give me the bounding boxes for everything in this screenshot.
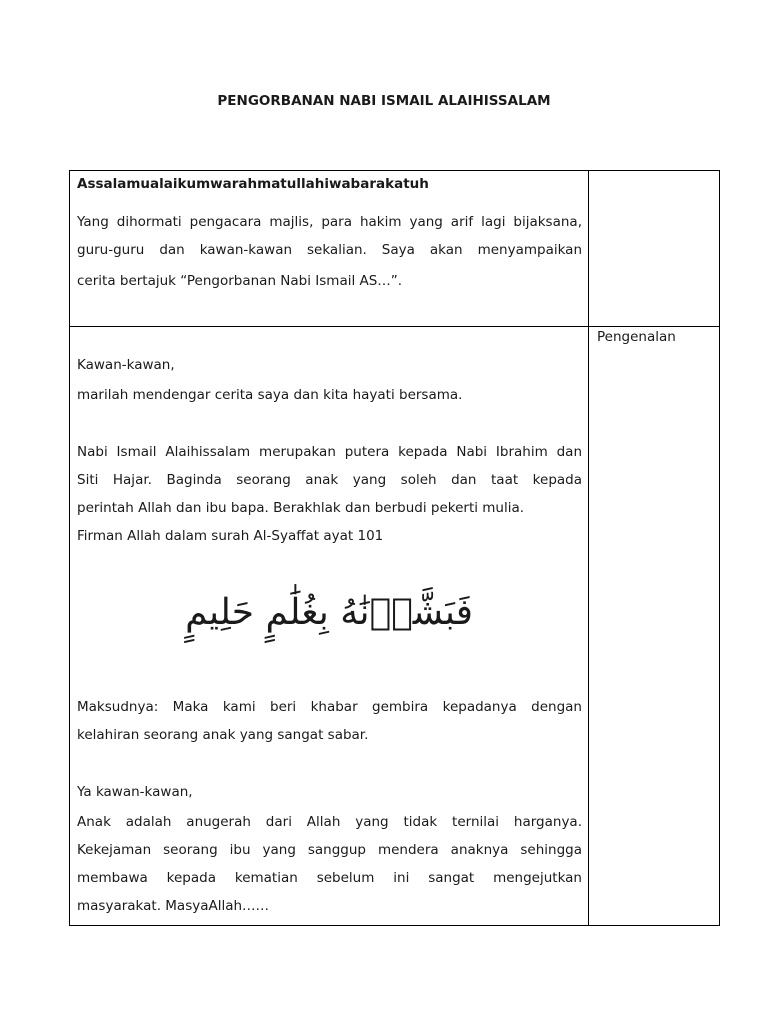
- closing-paragraph-line: Anak adalah anugerah dari Allah yang tidak ternilai harganya.: [77, 814, 582, 830]
- opening-line: marilah mendengar cerita saya dan kita hayati bersama.: [77, 387, 463, 403]
- story-paragraph-line: Siti Hajar. Baginda seorang anak yang soleh dan taat kepada: [77, 472, 582, 488]
- greeting-text: Assalamualaikumwarahmatullahiwabarakatuh: [77, 176, 429, 192]
- opening-line: Kawan-kawan,: [77, 357, 175, 373]
- arabic-verse: فَبَشَّرۡنَٰهُ بِغُلَٰمٍ حَلِيمٍ: [185, 592, 473, 633]
- closing-opening: Ya kawan-kawan,: [77, 784, 193, 800]
- row-divider: [70, 326, 719, 327]
- closing-paragraph-line: masyarakat. MasyaAllah……: [77, 898, 270, 914]
- intro-paragraph-line: cerita bertajuk “Pengorbanan Nabi Ismail AS…”.: [77, 273, 403, 289]
- speech-table: [69, 170, 720, 926]
- page-title: PENGORBANAN NABI ISMAIL ALAIHISSALAM: [217, 93, 551, 109]
- story-paragraph-line: perintah Allah dan ibu bapa. Berakhlak dan berbudi pekerti mulia.: [77, 500, 525, 516]
- story-paragraph-line: Nabi Ismail Alaihissalam merupakan putera kepada Nabi Ibrahim dan: [77, 444, 582, 460]
- verse-reference: Firman Allah dalam surah Al-Syaffat ayat 101: [77, 528, 384, 544]
- meaning-line: kelahiran seorang anak yang sangat sabar.: [77, 727, 369, 743]
- closing-paragraph-line: membawa kepada kematian sebelum ini sangat mengejutkan: [77, 870, 582, 886]
- intro-paragraph-line: guru-guru dan kawan-kawan sekalian. Saya akan menyampaikan: [77, 242, 582, 258]
- meaning-line: Maksudnya: Maka kami beri khabar gembira kepadanya dengan: [77, 699, 582, 715]
- column-divider: [588, 171, 589, 925]
- intro-paragraph-line: Yang dihormati pengacara majlis, para hakim yang arif lagi bijaksana,: [77, 214, 582, 230]
- closing-paragraph-line: Kekejaman seorang ibu yang sanggup mendera anaknya sehingga: [77, 842, 582, 858]
- section-label-pengenalan: Pengenalan: [597, 329, 676, 345]
